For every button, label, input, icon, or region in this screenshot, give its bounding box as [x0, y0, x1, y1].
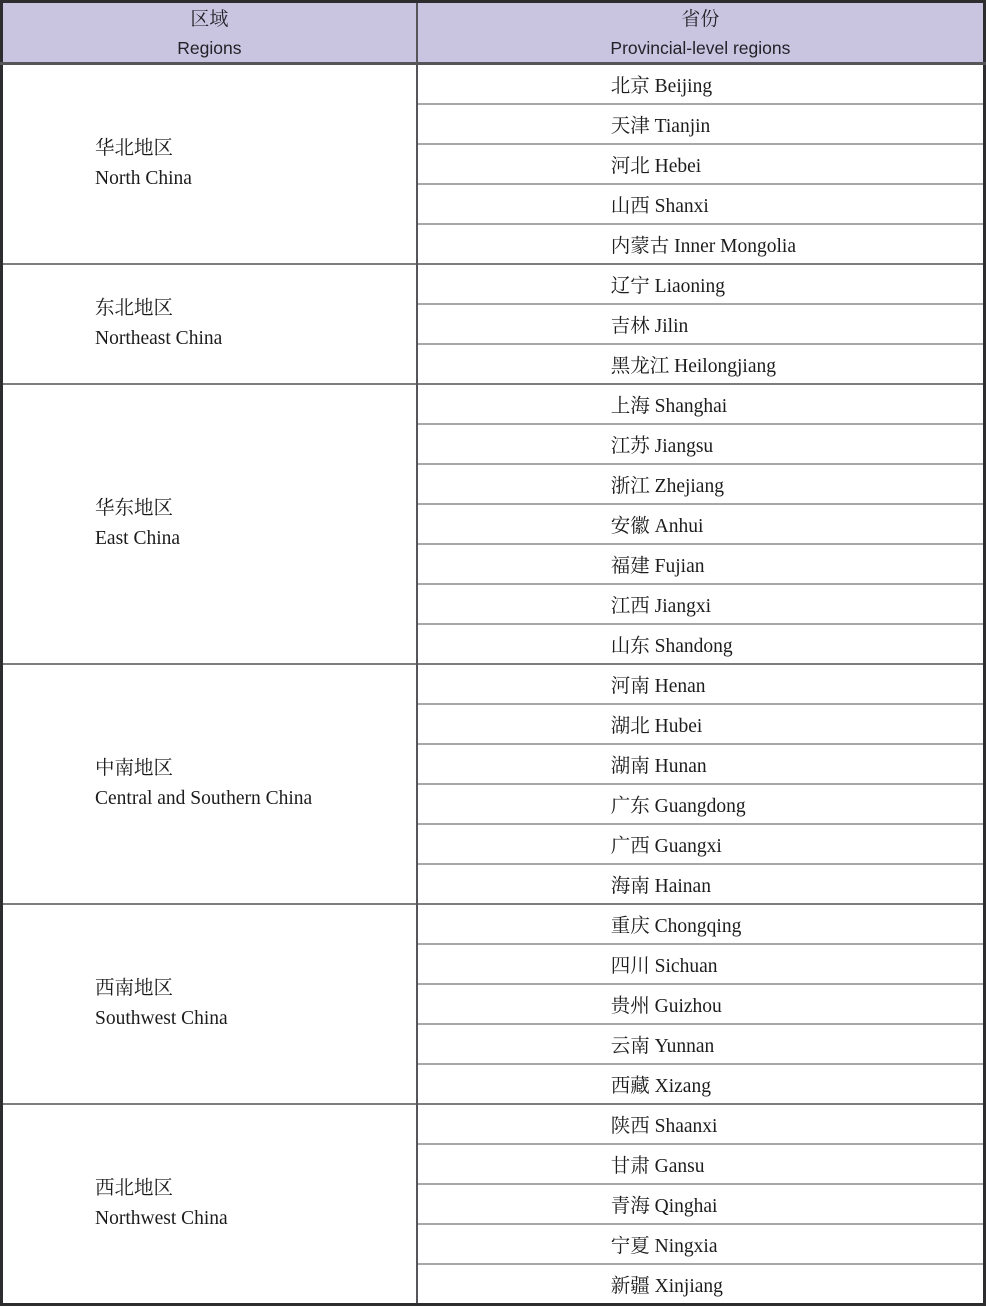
province-cell: [417, 904, 985, 944]
province-name-zh: 河南: [610, 676, 650, 697]
province-name-en: Xinjiang: [654, 1276, 723, 1297]
table-row: [2, 664, 985, 704]
province-name-en: Jiangxi: [654, 596, 711, 617]
province-cell: [417, 944, 985, 984]
province-cell: [417, 504, 985, 544]
province-cell: [417, 264, 985, 304]
province-name-zh: 广东: [610, 796, 650, 817]
province-name-en: Tianjin: [654, 116, 711, 137]
region-cell: [2, 664, 417, 904]
region-name-en: Northwest China: [95, 1208, 228, 1229]
province-name-en: Beijing: [654, 76, 713, 97]
province-name-zh: 黑龙江: [610, 356, 670, 377]
province-name-zh: 吉林: [610, 316, 650, 337]
province-name-zh: 山东: [610, 636, 650, 657]
province-name-zh: 河北: [610, 156, 650, 177]
region-cell: [2, 384, 417, 664]
region-name-zh: 中南地区: [95, 758, 174, 779]
region-cell: [2, 64, 417, 265]
province-name-zh: 北京: [610, 76, 650, 97]
province-cell: [417, 144, 985, 184]
province-cell: [417, 384, 985, 424]
province-cell: [417, 864, 985, 904]
region-name-en: North China: [95, 168, 192, 189]
province-name-zh: 江苏: [610, 436, 650, 457]
province-cell: [417, 744, 985, 784]
province-name-zh: 宁夏: [610, 1236, 650, 1257]
province-name-en: Guangdong: [654, 796, 746, 817]
province-cell: [417, 824, 985, 864]
region-name-zh: 西南地区: [95, 978, 174, 999]
province-cell: [417, 224, 985, 264]
header-row: [2, 2, 985, 64]
province-cell: [417, 1064, 985, 1104]
province-cell: [417, 784, 985, 824]
province-cell: [417, 184, 985, 224]
province-name-zh: 海南: [610, 876, 650, 897]
region-name-zh: 华北地区: [95, 138, 174, 159]
province-name-en: Xizang: [654, 1076, 711, 1097]
province-name-zh: 浙江: [610, 476, 650, 497]
province-name-en: Qinghai: [654, 1196, 718, 1217]
province-name-en: Guizhou: [654, 996, 722, 1017]
province-name-zh: 贵州: [610, 996, 650, 1017]
province-name-zh: 辽宁: [610, 276, 650, 297]
province-cell: [417, 1224, 985, 1264]
table-row: [2, 904, 985, 944]
region-name-zh: 东北地区: [95, 298, 174, 319]
province-cell: [417, 704, 985, 744]
province-name-en: Guangxi: [654, 836, 722, 857]
table-row: [2, 264, 985, 304]
province-name-en: Shandong: [654, 636, 733, 657]
province-name-zh: 云南: [610, 1036, 650, 1057]
province-name-en: Yunnan: [654, 1036, 715, 1057]
table-row: [2, 1104, 985, 1144]
province-cell: [417, 104, 985, 144]
region-name-zh: 华东地区: [95, 498, 174, 519]
province-name-zh: 福建: [610, 556, 650, 577]
province-cell: [417, 1264, 985, 1305]
province-cell: [417, 64, 985, 105]
province-name-en: Hubei: [654, 716, 703, 737]
header-provinces-en: Provincial-level regions: [610, 38, 791, 58]
header-regions-zh: 区域: [190, 9, 229, 30]
province-cell: [417, 544, 985, 584]
province-name-zh: 四川: [610, 956, 650, 977]
header-cell-provinces: [417, 2, 985, 64]
province-name-zh: 重庆: [610, 916, 650, 937]
header-cell-regions: [2, 2, 417, 64]
province-name-en: Jilin: [654, 316, 689, 337]
region-cell: [2, 264, 417, 384]
province-cell: [417, 464, 985, 504]
province-name-zh: 天津: [610, 116, 650, 137]
province-name-zh: 陕西: [610, 1116, 650, 1137]
region-name-en: Central and Southern China: [95, 788, 313, 809]
region-cell: [2, 1104, 417, 1305]
province-name-en: Liaoning: [654, 276, 726, 297]
region-cell: [2, 904, 417, 1104]
province-name-en: Chongqing: [654, 916, 742, 937]
province-name-zh: 广西: [610, 836, 650, 857]
province-name-en: Fujian: [654, 556, 705, 577]
province-name-zh: 青海: [610, 1196, 650, 1217]
province-cell: [417, 1024, 985, 1064]
header-provinces-zh: 省份: [681, 9, 720, 30]
province-cell: [417, 344, 985, 384]
province-name-en: Heilongjiang: [674, 356, 776, 377]
province-name-en: Hainan: [654, 876, 711, 897]
header-regions-en: Regions: [177, 38, 242, 58]
province-name-en: Sichuan: [654, 956, 718, 977]
region-name-en: Northeast China: [95, 328, 223, 349]
province-cell: [417, 584, 985, 624]
province-name-zh: 甘肃: [610, 1156, 650, 1177]
province-name-en: Anhui: [654, 516, 704, 537]
province-name-en: Hunan: [654, 756, 707, 777]
province-name-en: Hebei: [654, 156, 702, 177]
table-header: [2, 2, 985, 64]
region-name-en: Southwest China: [95, 1008, 228, 1029]
province-cell: [417, 984, 985, 1024]
province-name-en: Zhejiang: [654, 476, 724, 497]
province-cell: [417, 424, 985, 464]
province-cell: [417, 1104, 985, 1144]
province-cell: [417, 664, 985, 704]
table-row: [2, 64, 985, 105]
province-name-zh: 上海: [610, 396, 650, 417]
province-name-zh: 湖南: [610, 756, 650, 777]
province-name-en: Shanxi: [654, 196, 709, 217]
province-cell: [417, 624, 985, 664]
province-name-zh: 新疆: [610, 1276, 650, 1297]
province-name-zh: 内蒙古: [610, 236, 670, 257]
province-name-en: Ningxia: [654, 1236, 718, 1257]
province-cell: [417, 304, 985, 344]
table-body: [2, 64, 985, 1305]
province-name-zh: 西藏: [610, 1076, 650, 1097]
province-cell: [417, 1144, 985, 1184]
province-name-en: Shaanxi: [654, 1116, 718, 1137]
province-name-en: Shanghai: [654, 396, 728, 417]
province-name-en: Jiangsu: [654, 436, 714, 457]
province-name-zh: 湖北: [610, 716, 650, 737]
region-name-en: East China: [95, 528, 181, 549]
region-name-zh: 西北地区: [95, 1178, 174, 1199]
province-name-zh: 江西: [610, 596, 650, 617]
province-name-en: Inner Mongolia: [674, 236, 797, 257]
province-cell: [417, 1184, 985, 1224]
province-name-zh: 山西: [610, 196, 650, 217]
province-name-en: Gansu: [654, 1156, 705, 1177]
province-name-en: Henan: [654, 676, 706, 697]
table-row: [2, 384, 985, 424]
province-name-zh: 安徽: [610, 516, 650, 537]
